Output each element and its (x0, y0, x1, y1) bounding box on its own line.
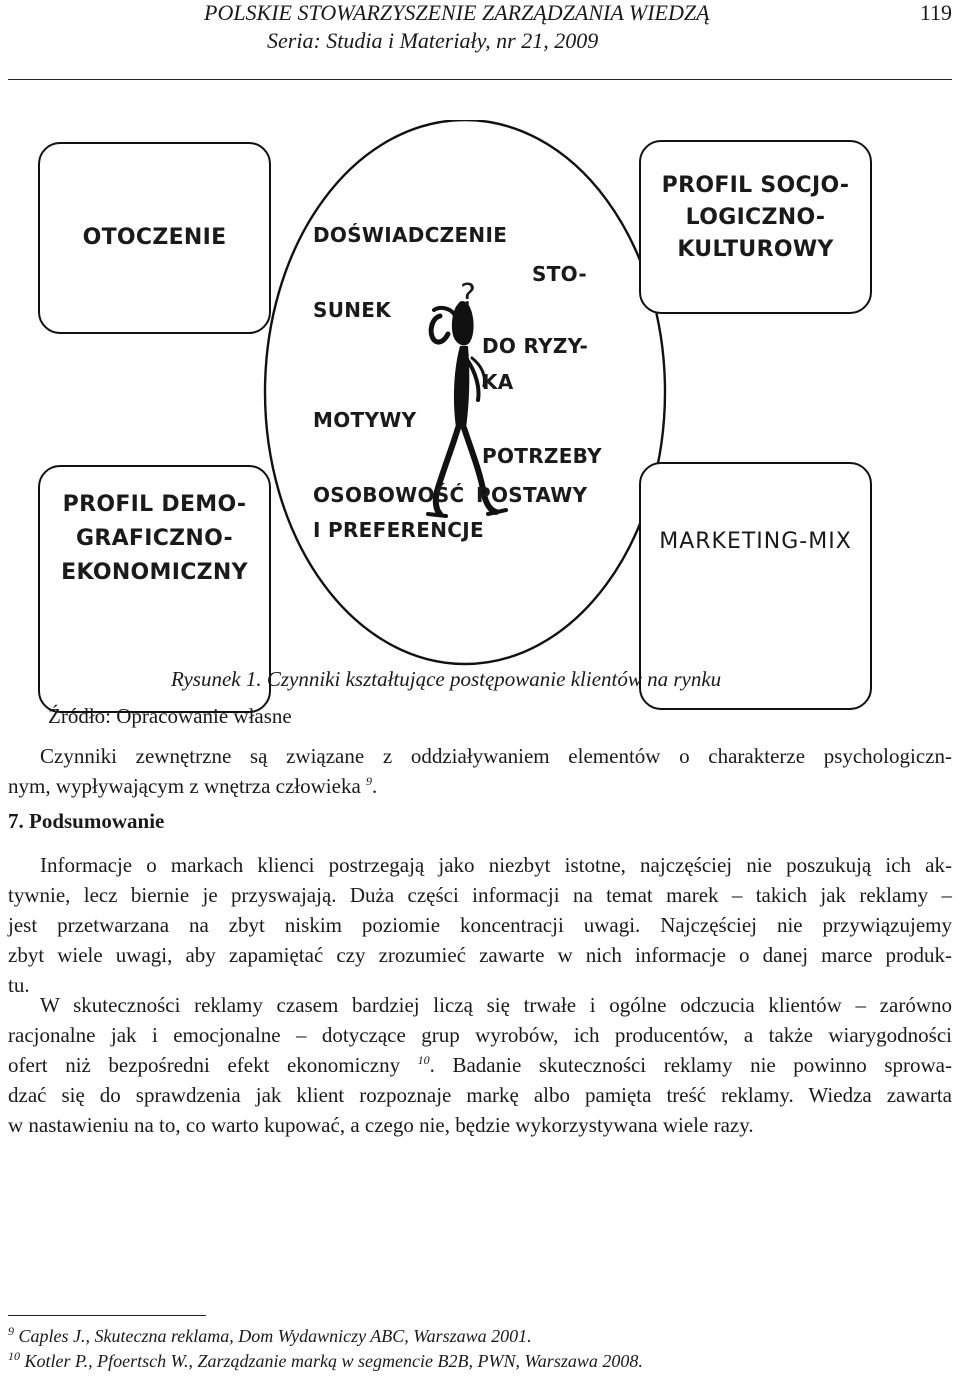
label-osobowosc: OSOBOWOŚĆ (313, 483, 465, 507)
p2-line-3a: ofert niż bezpośredni efekt ekonomiczny (8, 1053, 401, 1077)
p2-line-2: racjonalne jak i emocjonalne – dotyczące grup wyrobów, ich producentów, a także wiarygodności (8, 1023, 952, 1047)
p2-line-5: w nastawieniu na to, co warto kupować, a czego nie, będzie wykorzystywana wiele razy. (8, 1113, 754, 1137)
label-motywy: MOTYWY (313, 408, 417, 432)
p2-line-4: dzać się do sprawdzenia jak klient rozpoznaje markę albo pamięta treść reklamy. Wiedza zawarta (8, 1083, 952, 1107)
footnote-9 (8, 1326, 532, 1347)
label-do-ryzy: DO RYZY- (482, 334, 589, 358)
intro-line-1: Czynniki zewnętrzne są związane z oddziaływaniem elementów o charakterze psychologiczn- (40, 744, 952, 768)
label-doswiadczenie: DOŚWIADCZENIE (313, 223, 508, 247)
label-postawy: POSTAWY (476, 483, 588, 507)
p1-line-1: Informacje o markach klienci postrzegają jako niezbyt istotne, najczęściej nie poszukują ich ak- (40, 853, 952, 877)
figure-source: Źródło: Opracowanie własne (48, 704, 292, 728)
section-title: 7. Podsumowanie (8, 809, 165, 833)
box-marketing-mix-label: MARKETING-MIX (659, 529, 852, 554)
footnote-ref-9: 9 (366, 774, 373, 788)
journal-name: POLSKIE STOWARZYSZENIE ZARZĄDZANIA WIEDZĄ (204, 0, 710, 25)
box-demo-line3: EKONOMICZNY (61, 560, 248, 585)
label-sunek: SUNEK (313, 298, 392, 322)
intro-line-2-end: . (372, 774, 378, 798)
footnote-10 (8, 1351, 643, 1372)
footnote-ref-10: 10 (417, 1053, 430, 1067)
footnote-10-text: Kotler P., Pfoertsch W., Zarządzanie marką w segmencie B2B, PWN, Warszawa 2008. (24, 1351, 643, 1371)
box-otoczenie-label: OTOCZENIE (82, 225, 227, 250)
p2-line-3b: . Badanie skuteczności reklamy nie powinno sprowa- (429, 1053, 952, 1077)
intro-line-2 (8, 771, 952, 801)
p2-line-3 (8, 1050, 952, 1080)
box-demo-line2: GRAFICZNO- (76, 526, 233, 551)
series-name: Seria: Studia i Materiały, nr 21, 2009 (267, 28, 599, 53)
page-number: 119 (919, 0, 952, 25)
footnote-rule (8, 1315, 206, 1316)
footnote-9-text: Caples J., Skuteczna reklama, Dom Wydawniczy ABC, Warszawa 2001. (18, 1326, 532, 1346)
footnote-10-number: 10 (8, 1349, 20, 1363)
p1-line-4: zbyt wiele uwagi, aby zapamiętać czy zrozumieć zawarte w nich informacje o danej marce produk- (8, 943, 952, 967)
label-potrzeby: POTRZEBY (482, 444, 602, 468)
p2-line-1: W skuteczności reklamy czasem bardziej liczą się trwałe i ogólne odczucia klientów – zarówno (40, 993, 952, 1017)
intro-paragraph (8, 741, 952, 801)
intro-line-2-text: nym, wypływającym z wnętrza człowieka (8, 774, 361, 798)
box-socjo-line1: PROFIL SOCJO- (661, 173, 850, 198)
question-mark-label: ? (460, 278, 477, 313)
box-profil-socjologiczno-kulturowy (639, 140, 872, 314)
p1-line-2: tywnie, lecz biernie je przyswajają. Duża części informacji na temat marek – takich jak reklamy – (8, 883, 952, 907)
label-preferencje: I PREFERENCJE (313, 518, 484, 542)
diagram-figure (0, 120, 960, 670)
label-sto: STO- (532, 262, 587, 286)
header-rule (8, 79, 952, 80)
p1-line-5: tu. (8, 973, 30, 997)
p1-line-3: jest przetwarzana na zbyt niskim poziomie koncentracji uwagi. Najczęściej nie przywiązujemy (8, 913, 952, 937)
box-socjo-line2: LOGICZNO- (685, 205, 826, 230)
label-ka: KA (482, 370, 514, 394)
box-demo-line1: PROFIL DEMO- (62, 492, 247, 517)
figure-caption: Rysunek 1. Czynniki kształtujące postępowanie klientów na rynku (171, 667, 722, 691)
summary-paragraph-1 (8, 850, 952, 1000)
box-socjo-line3: KULTUROWY (677, 237, 834, 262)
summary-paragraph-2 (8, 990, 952, 1140)
box-otoczenie (38, 142, 271, 334)
footnote-9-number: 9 (8, 1324, 14, 1338)
